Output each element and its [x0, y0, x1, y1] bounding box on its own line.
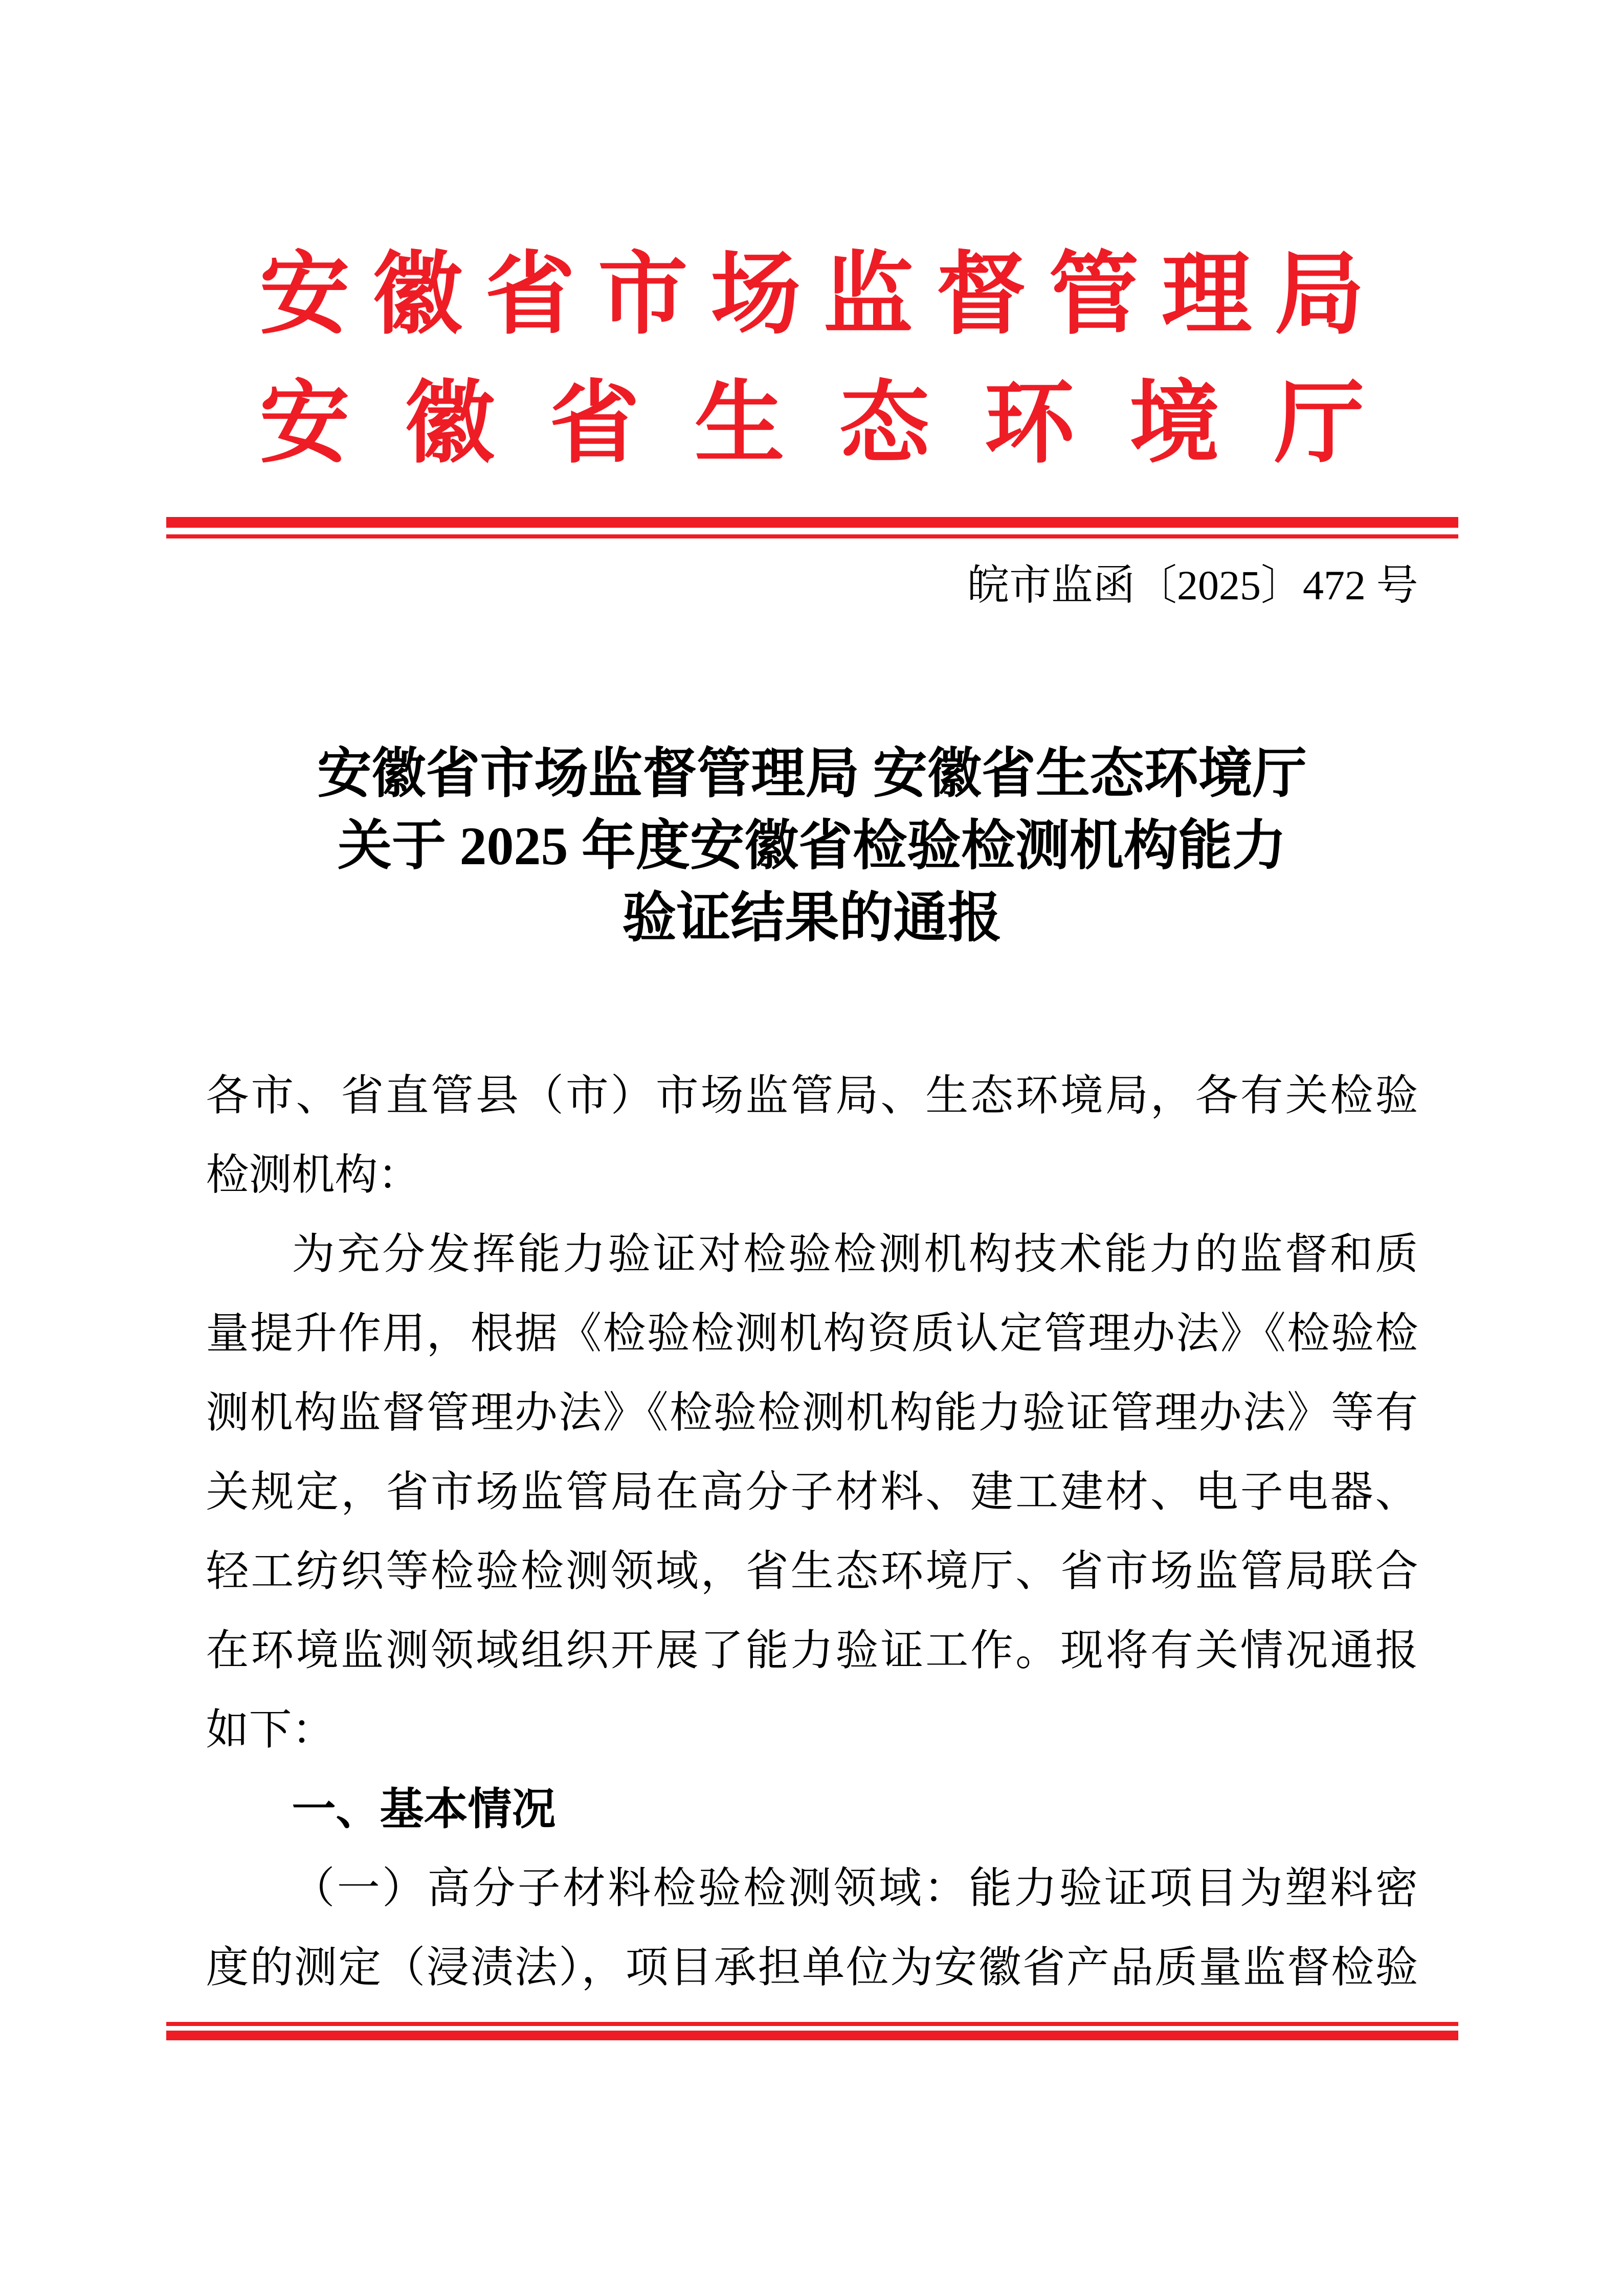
body-line-para1-6: 在环境监测领域组织开展了能力验证工作。现将有关情况通报	[206, 1627, 1418, 1675]
body-line-salutation-1: 各市、省直管县（市）市场监管局、生态环境局，各有关检验	[206, 1072, 1418, 1120]
document-number: 皖市监函〔2025〕472 号	[967, 562, 1418, 609]
masthead	[260, 231, 1365, 489]
body-line-para1-4: 关规定，省市场监管局在高分子材料、建工建材、电子电器、	[206, 1469, 1418, 1516]
body-line-para2-2: 度的测定（浸渍法），项目承担单位为安徽省产品质量监督检验	[206, 1944, 1418, 1992]
document-body	[206, 1056, 1418, 2008]
body-line-para1-1: 为充分发挥能力验证对检验检测机构技术能力的监督和质	[292, 1231, 1418, 1278]
header-separator	[166, 517, 1458, 538]
document-title	[206, 738, 1418, 954]
footer-separator-gap	[166, 2026, 1458, 2031]
header-separator-thin-line	[166, 534, 1458, 538]
footer-separator	[166, 2022, 1458, 2040]
title-line-2: 关于 2025 年度安徽省检验检测机构能力	[338, 816, 1286, 876]
masthead-org-line-1: 安徽省市场监督管理局	[259, 245, 1365, 345]
body-line-para1-5: 轻工纺织等检验检测领域，省生态环境厅、省市场监管局联合	[206, 1548, 1418, 1595]
title-line-1: 安徽省市场监督管理局 安徽省生态环境厅	[317, 744, 1307, 804]
body-line-para1-2: 量提升作用，根据《检验检测机构资质认定管理办法》《检验检	[206, 1310, 1418, 1358]
header-separator-gap	[166, 528, 1458, 534]
footer-separator-thick-line	[166, 2031, 1458, 2040]
header-separator-thick-line	[166, 517, 1458, 528]
body-line-para2-1: （一）高分子材料检验检测领域：能力验证项目为塑料密	[292, 1865, 1418, 1912]
title-line-3: 验证结果的通报	[622, 888, 1002, 948]
footer-separator-thin-line	[166, 2022, 1458, 2026]
body-line-salutation-2: 检测机构：	[206, 1152, 421, 1199]
masthead-org-line-2: 安徽省生态环境厅	[259, 374, 1365, 474]
body-line-para1-7: 如下：	[206, 1706, 335, 1754]
section-heading-1: 一、基本情况	[292, 1785, 556, 1834]
body-line-para1-3: 测机构监督管理办法》《检验检测机构能力验证管理办法》等有	[206, 1389, 1418, 1437]
